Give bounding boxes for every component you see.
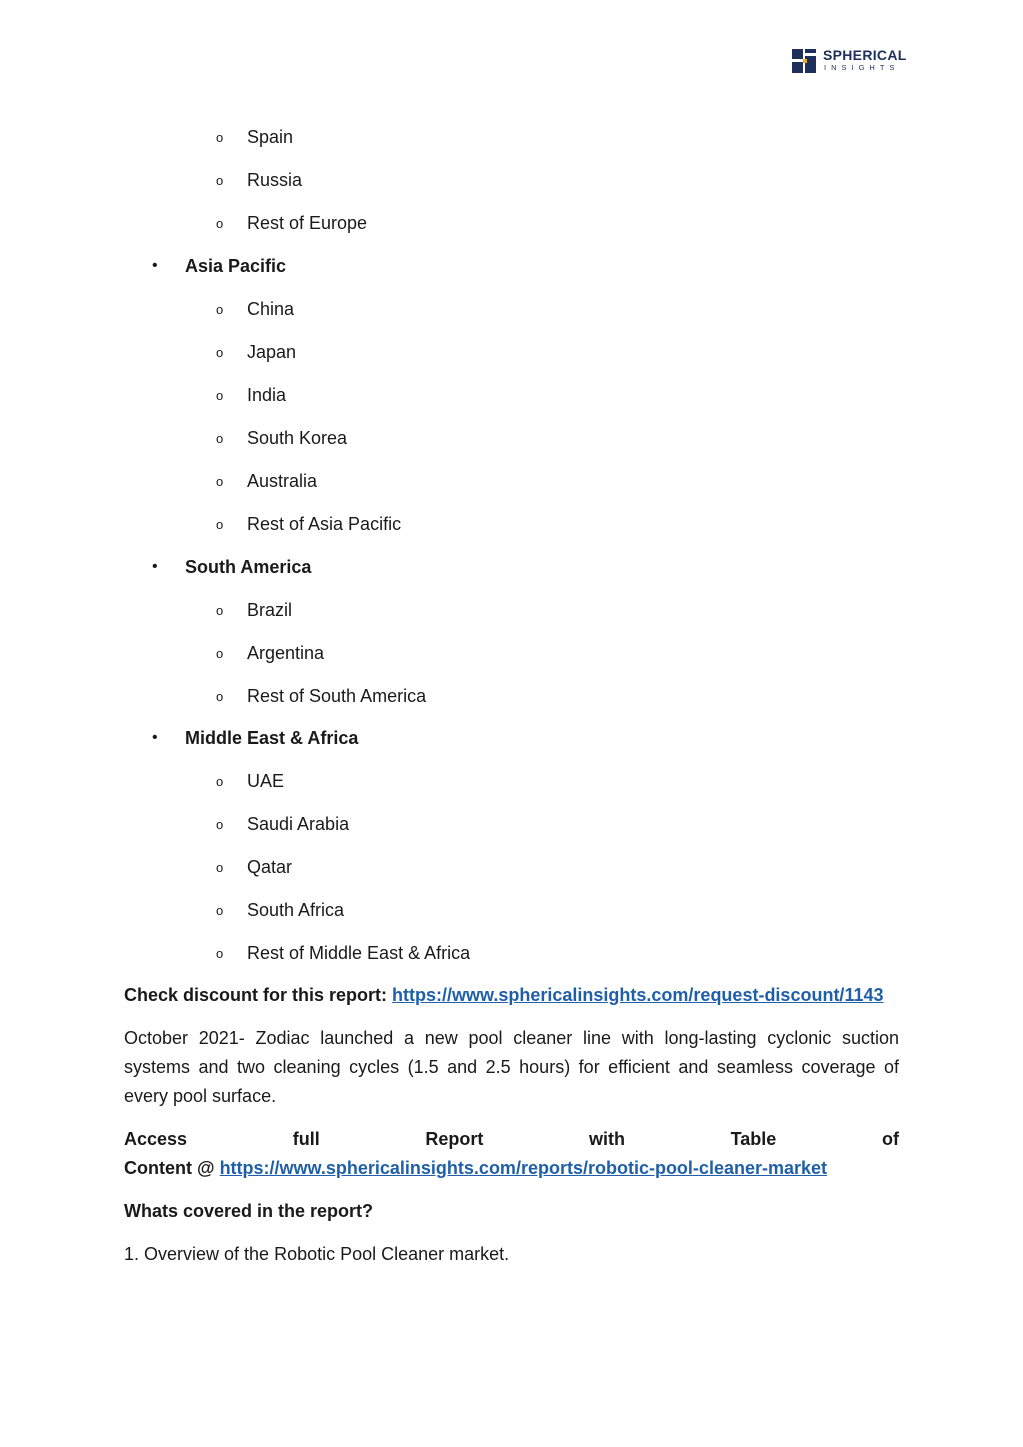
covered-item-1: 1. Overview of the Robotic Pool Cleaner market. <box>124 1244 510 1264</box>
logo-word-insights: INSIGHTS <box>824 63 900 72</box>
access-line-2: Content @ https://www.sphericalinsights.com/reports/robotic-pool-cleaner-market <box>124 1158 828 1178</box>
news-paragraph: October 2021- Zodiac launched a new pool cleaner line with long-lasting cyclonic suction systems and two cleaning cycles (1.5 and 2.5 hours) for efficient and seamless coverage of every pool surface. <box>124 1028 899 1106</box>
logo-mark-icon <box>792 49 818 73</box>
discount-link[interactable]: https://www.sphericalinsights.com/request-discount/1143 <box>392 985 884 1005</box>
spherical-insights-logo <box>792 47 907 75</box>
discount-line <box>124 981 899 1010</box>
access-line-1: Access full Report with Table of <box>124 1129 899 1149</box>
logo-word-spherical: SPHERICAL <box>823 47 907 63</box>
report-link[interactable]: https://www.sphericalinsights.com/reports/robotic-pool-cleaner-market <box>219 1158 828 1178</box>
access-report-block <box>124 1125 899 1183</box>
discount-label: Check discount for this report: <box>124 985 388 1005</box>
covered-heading: Whats covered in the report? <box>124 1201 374 1221</box>
